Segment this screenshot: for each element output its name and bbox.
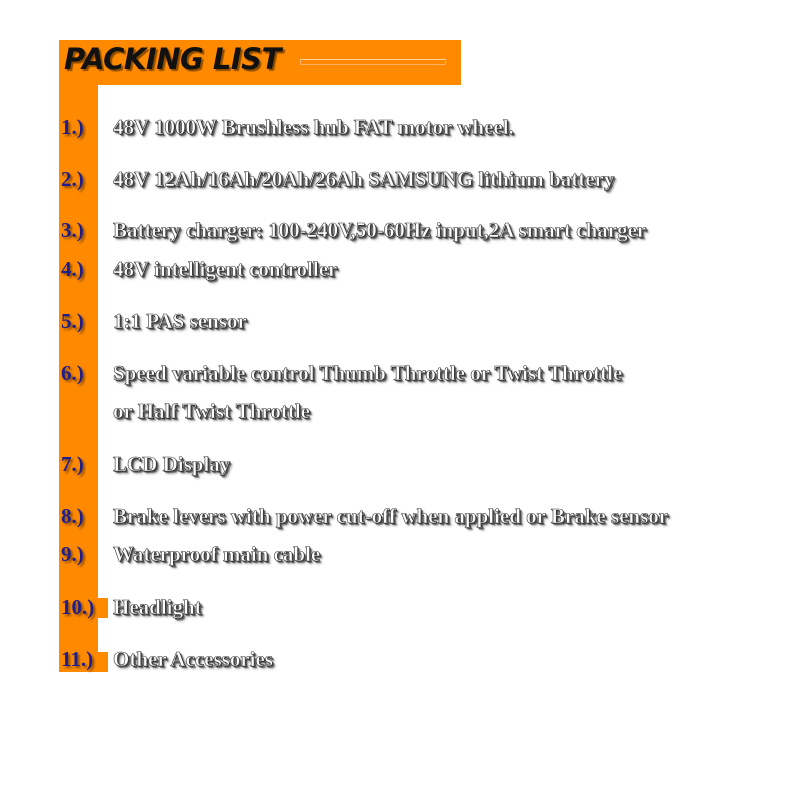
item-text: Brake levers with power cut-off when applied or Brake sensor (113, 504, 669, 528)
item-text-continuation: or Half Twist Throttle (113, 399, 310, 423)
item-text: LCD Display (113, 452, 231, 476)
item-text: Other Accessories (113, 647, 273, 671)
page-title: PACKING LIST (64, 42, 281, 76)
item-number: 2.) (61, 167, 84, 191)
item-text: Battery charger: 100-240V,50-60Hz input,2A smart charger (113, 218, 647, 242)
item-text: 48V intelligent controller (113, 257, 338, 281)
item-number: 8.) (61, 504, 84, 528)
item-text: 48V 1000W Brushless hub FAT motor wheel. (113, 115, 514, 139)
item-number: 5.) (61, 309, 84, 333)
item-number: 3.) (61, 218, 84, 242)
item-number: 4.) (61, 257, 84, 281)
title-decoration-bar (300, 59, 446, 65)
item-number: 11.) (61, 647, 94, 671)
item-number: 1.) (61, 115, 84, 139)
item-text: 48V 12Ah/16Ah/20Ah/26Ah SAMSUNG lithium battery (113, 167, 615, 191)
item-number: 6.) (61, 361, 84, 385)
item-text: 1:1 PAS sensor (113, 309, 247, 333)
item-number: 9.) (61, 542, 84, 566)
item-text: Headlight (113, 595, 202, 619)
item-text: Speed variable control Thumb Throttle or Twist Throttle (113, 361, 623, 385)
item-text: Waterproof main cable (113, 542, 321, 566)
item-number: 10.) (61, 595, 95, 619)
item-number: 7.) (61, 452, 84, 476)
